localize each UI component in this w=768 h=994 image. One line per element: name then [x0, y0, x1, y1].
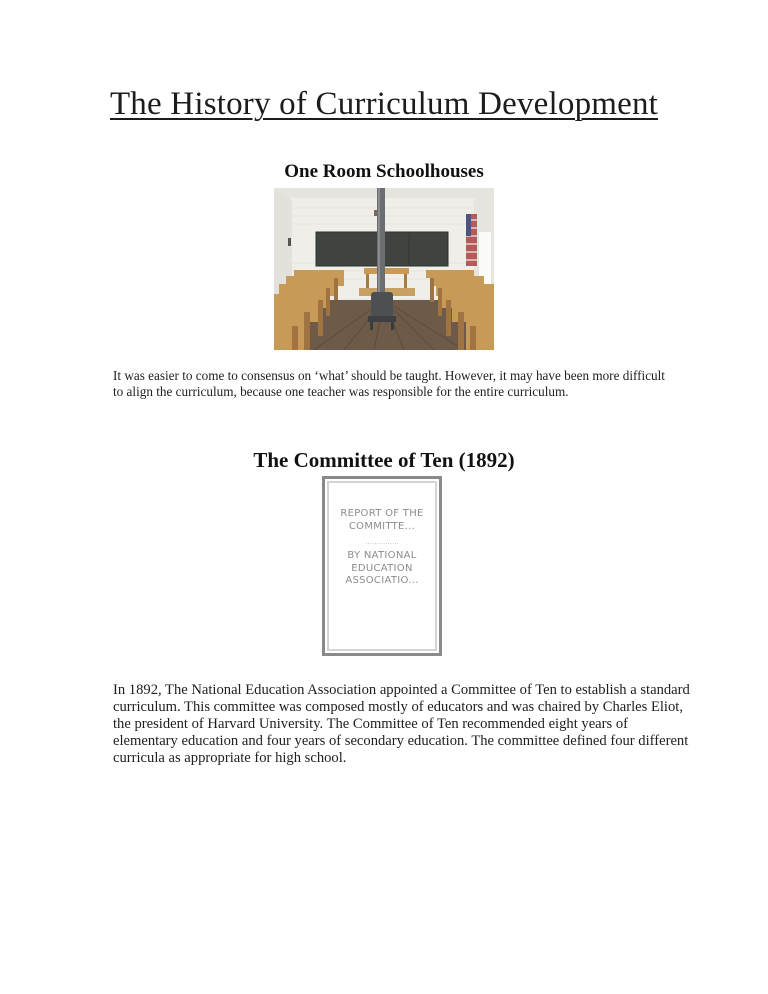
book-cover-title: REPORT OF THE COMMITTE... — [340, 508, 424, 532]
book-cover-author: BY NATIONAL EDUCATION ASSOCIATIO... — [345, 550, 419, 586]
paragraph-committee-of-ten: In 1892, The National Education Association appointed a Committee of Ten to establish a standard curriculum. This committee was composed mostly of educators and was chaired by Charles Eliot, the president of Harvard University. The Committee of Ten recommended eight years of elementary education and four years of secondary education. The committee defined four different curricula as appropriate for high school. — [113, 682, 690, 766]
section-heading-committee-of-ten: The Committee of Ten (1892) — [253, 448, 515, 472]
book-cover-image — [322, 476, 442, 656]
page-title-text: The History of Curriculum Development — [109, 86, 659, 122]
schoolhouse-photo — [274, 188, 494, 350]
section-heading-one-room-schoolhouses: One Room Schoolhouses — [284, 161, 484, 182]
book-cover-inner-frame — [327, 481, 437, 651]
page-title — [0, 86, 768, 123]
paragraph-one-room-schoolhouses: It was easier to come to consensus on ‘what’ should be taught. However, it may have been more difficult to align the curriculum, because one teacher was responsible for the entire curriculum. — [113, 368, 665, 399]
book-cover-divider: ............... — [365, 538, 399, 546]
